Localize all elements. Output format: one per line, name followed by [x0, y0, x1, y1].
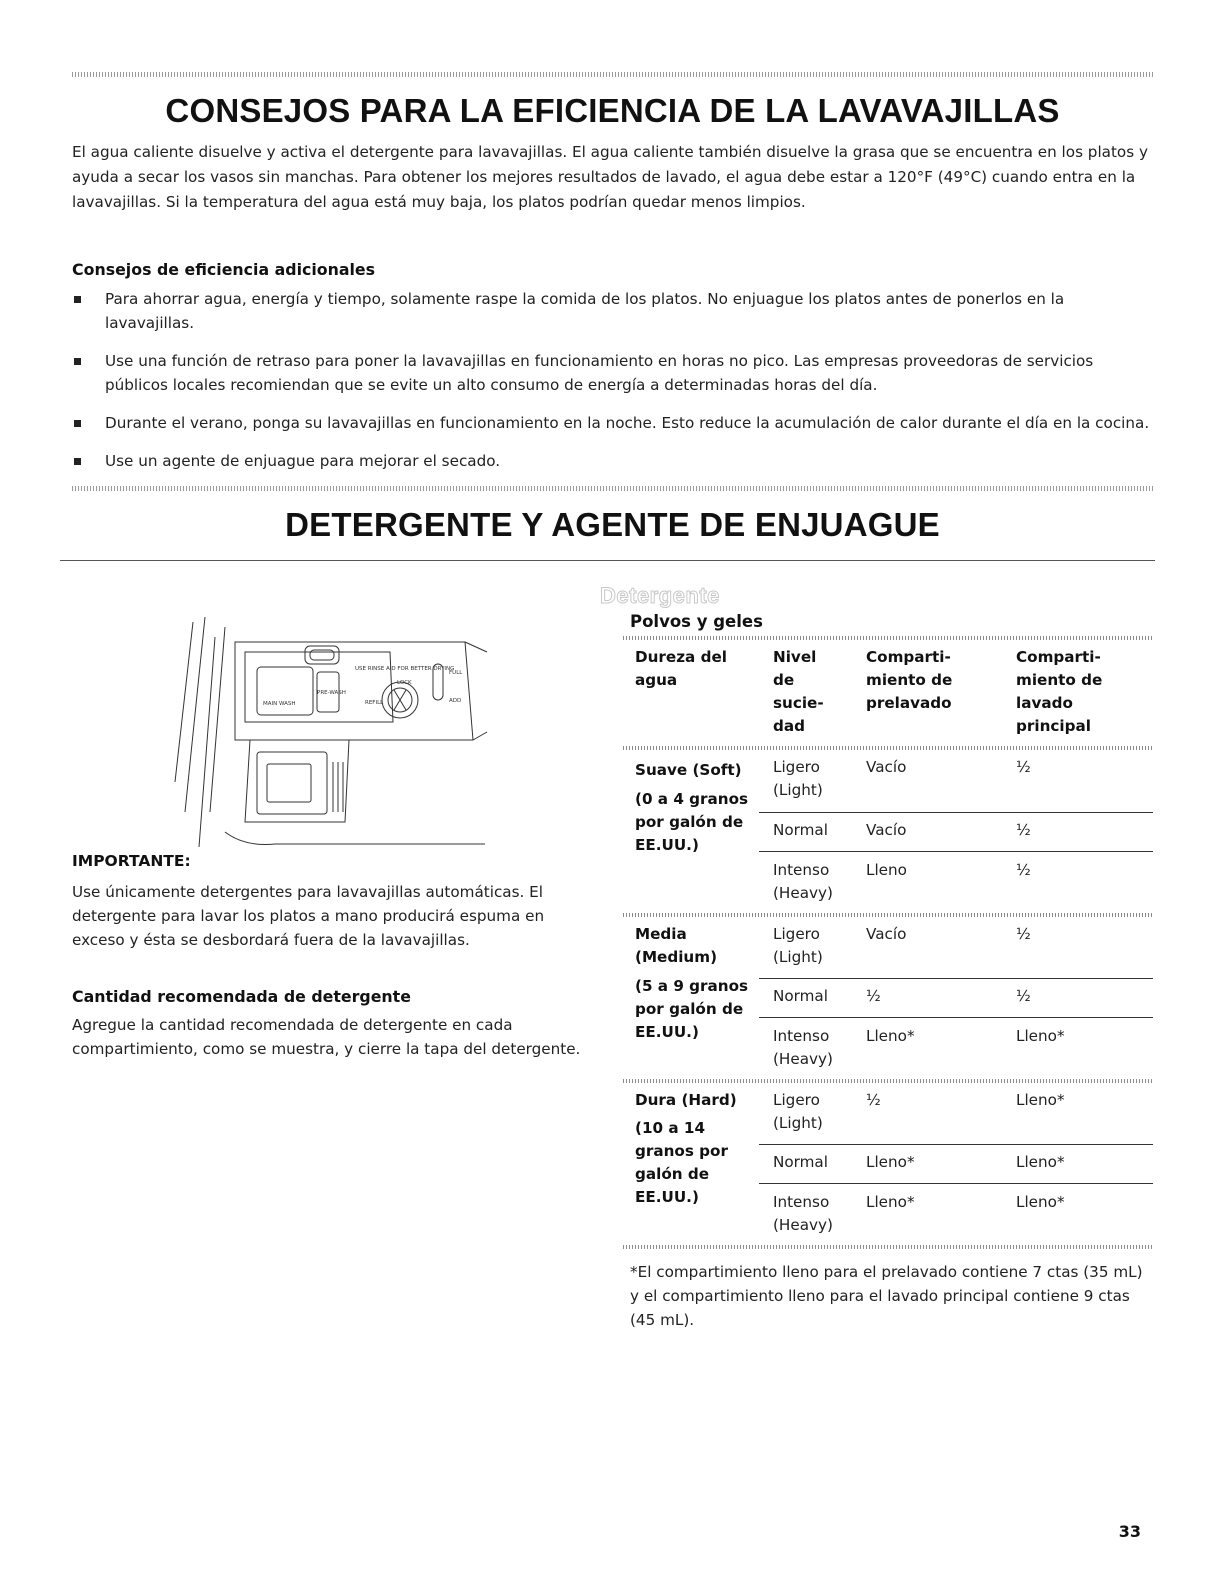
prewash-value: ½: [866, 1091, 881, 1109]
rinse-aid-label: USE RINSE AID FOR BETTER DRYING: [355, 666, 455, 672]
additional-tips-heading: Consejos de eficiencia adicionales: [72, 260, 376, 279]
bullet-square-icon: [74, 458, 81, 465]
mainwash-value: ½: [1016, 861, 1031, 879]
top-hatch-divider: [72, 72, 1153, 77]
mainwash-value: Lleno*: [1016, 1091, 1065, 1109]
table-divider: [623, 636, 1153, 640]
list-item: Para ahorrar agua, energía y tiempo, solamente raspe la comida de los platos. No enjuague los platos antes de ponerlos en la lavavajillas.: [72, 287, 1157, 335]
soil-level: Intenso (Heavy): [773, 861, 833, 902]
page-number: 33: [1118, 1522, 1141, 1541]
lock-label: LOCK: [397, 680, 412, 686]
prewash-label: PRE-WASH: [317, 690, 346, 696]
recommended-amount-heading: Cantidad recomendada de detergente: [72, 987, 411, 1006]
group-name: Media (Medium): [635, 925, 718, 966]
mainwash-label: MAIN WASH: [263, 701, 296, 707]
prewash-value: Lleno*: [866, 1193, 915, 1211]
prewash-value: Vacío: [866, 758, 907, 776]
prewash-value: Vacío: [866, 821, 907, 839]
table-divider: [623, 746, 1153, 750]
row-divider: [759, 812, 1153, 813]
efficiency-title: CONSEJOS PARA LA EFICIENCIA DE LA LAVAVAJILLAS: [165, 92, 1060, 129]
important-label: IMPORTANTE:: [72, 852, 191, 870]
row-divider: [759, 978, 1153, 979]
mainwash-value: ½: [1016, 821, 1031, 839]
group-name: Suave (Soft): [635, 761, 742, 779]
row-divider: [759, 1183, 1153, 1184]
group-range: (5 a 9 granos por galón de EE.UU.): [635, 977, 749, 1041]
mainwash-value: Lleno*: [1016, 1027, 1065, 1045]
table-divider: [623, 913, 1153, 917]
bullet-square-icon: [74, 358, 81, 365]
refill-label: REFILL: [365, 700, 384, 706]
mainwash-value: ½: [1016, 925, 1031, 943]
mainwash-value: Lleno*: [1016, 1153, 1065, 1171]
group-range: (0 a 4 granos por galón de EE.UU.): [635, 790, 749, 854]
full-label: FULL: [449, 670, 463, 676]
row-divider: [759, 1144, 1153, 1145]
soil-level: Ligero (Light): [773, 758, 823, 799]
prewash-value: Vacío: [866, 925, 907, 943]
soil-level: Ligero (Light): [773, 925, 823, 966]
detergent-dispenser-illustration: [165, 612, 495, 852]
header-soil: Nivel de sucie-dad: [773, 648, 824, 735]
list-item: Durante el verano, ponga su lavavajillas en funcionamiento en la noche. Esto reduce la acumulación de calor durante el día en la cocina.: [72, 411, 1157, 435]
recommended-amount-text: Agregue la cantidad recomendada de detergente en cada compartimiento, como se muestra, y cierre la tapa del detergente.: [72, 1016, 581, 1058]
header-mainwash: Comparti-miento de lavado principal: [1016, 648, 1103, 735]
table-title: Polvos y geles: [630, 612, 763, 631]
table-divider: [623, 1079, 1153, 1083]
prewash-value: Lleno*: [866, 1027, 915, 1045]
important-text: Use únicamente detergentes para lavavajillas automáticas. El detergente para lavar los platos a mano producirá espuma en exceso y ésta se desbordará fuera de la lavavajillas.: [72, 883, 545, 949]
table-footnote: *El compartimiento lleno para el prelavado contiene 7 ctas (35 mL) y el compartimiento lleno para el lavado principal contiene 9 ctas (45 mL).: [630, 1263, 1143, 1329]
prewash-value: Lleno: [866, 861, 907, 879]
add-label: ADD: [449, 698, 462, 704]
group-name: Dura (Hard): [635, 1091, 737, 1109]
soil-level: Ligero (Light): [773, 1091, 823, 1132]
detergent-title: DETERGENTE Y AGENTE DE ENJUAGUE: [285, 506, 940, 543]
bullet-square-icon: [74, 420, 81, 427]
row-divider: [759, 851, 1153, 852]
prewash-value: ½: [866, 987, 881, 1005]
header-hardness: Dureza del agua: [635, 648, 727, 689]
soil-level: Normal: [773, 821, 828, 839]
list-item: Use una función de retraso para poner la lavavajillas en funcionamiento en horas no pico. Las empresas proveedoras de servicios públicos locales recomiendan que se evite un alto consumo de energía a determinadas horas del día.: [72, 349, 1157, 397]
mainwash-value: Lleno*: [1016, 1193, 1065, 1211]
efficiency-intro: El agua caliente disuelve y activa el detergente para lavavajillas. El agua caliente también disuelve la grasa que se encuentra en los platos y ayuda a secar los vasos sin manchas. Para obtener los mejores resultados de lavado, el agua debe estar a 120°F (49°C) cuando entra en la lavavajillas. Si la temperatura del agua está muy baja, los platos podrían quedar menos limpios.: [72, 143, 1148, 211]
row-divider: [759, 1017, 1153, 1018]
section-rule: [60, 560, 1155, 561]
mainwash-value: ½: [1016, 987, 1031, 1005]
soil-level: Intenso (Heavy): [773, 1027, 833, 1068]
soil-level: Normal: [773, 987, 828, 1005]
table-divider: [623, 1245, 1153, 1249]
header-prewash: Comparti-miento de prelavado: [866, 648, 953, 712]
middle-hatch-divider: [72, 486, 1153, 491]
prewash-value: Lleno*: [866, 1153, 915, 1171]
list-item: Use un agente de enjuague para mejorar el secado.: [72, 449, 1157, 473]
mainwash-value: ½: [1016, 758, 1031, 776]
bullet-square-icon: [74, 296, 81, 303]
tips-list: [72, 287, 1157, 487]
soil-level: Normal: [773, 1153, 828, 1171]
group-range: (10 a 14 granos por galón de EE.UU.): [635, 1119, 728, 1206]
soil-level: Intenso (Heavy): [773, 1193, 833, 1234]
detergent-subtitle: Detergente: [600, 583, 720, 608]
